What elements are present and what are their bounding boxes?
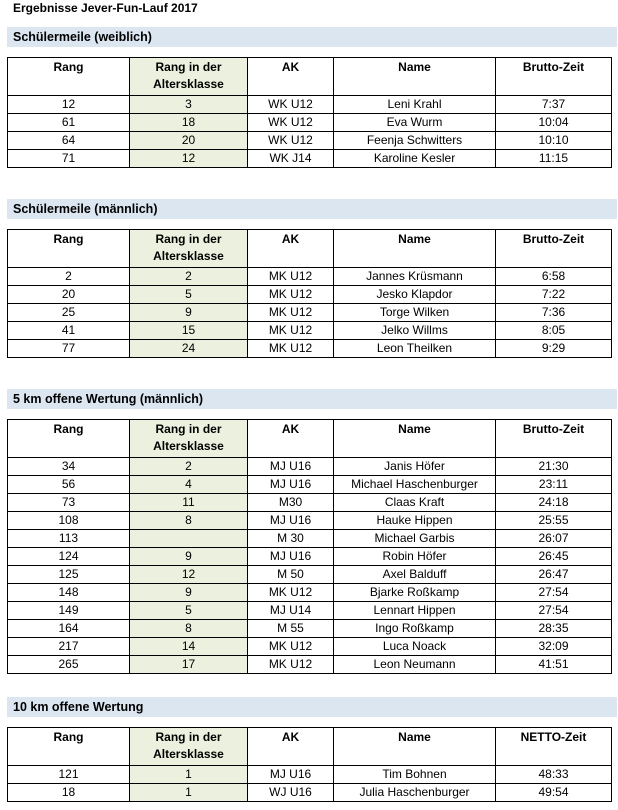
table-cell: Bjarke Roßkamp: [334, 584, 496, 602]
column-header: AK: [248, 728, 334, 766]
column-header: Name: [334, 230, 496, 268]
table-cell: 71: [8, 150, 130, 168]
table-cell: Leon Theilken: [334, 340, 496, 358]
table-cell: 113: [8, 530, 130, 548]
table-cell: 9:29: [496, 340, 612, 358]
section-title: Schülermeile (weiblich): [7, 27, 617, 47]
table-cell: Ingo Roßkamp: [334, 620, 496, 638]
column-header: Name: [334, 420, 496, 458]
table-cell: Feenja Schwitters: [334, 132, 496, 150]
table-cell: WK U12: [248, 96, 334, 114]
table-header-row: [8, 230, 612, 268]
table-row: [8, 96, 612, 114]
table-cell: M 55: [248, 620, 334, 638]
table-row: [8, 584, 612, 602]
table-cell: 64: [8, 132, 130, 150]
column-header: AK: [248, 58, 334, 96]
table-row: [8, 656, 612, 674]
table-cell: Claas Kraft: [334, 494, 496, 512]
table-cell: M 30: [248, 530, 334, 548]
table-row: [8, 150, 612, 168]
table-cell: 11:15: [496, 150, 612, 168]
table-cell: WK U12: [248, 114, 334, 132]
table-cell: MJ U16: [248, 512, 334, 530]
table-cell: 265: [8, 656, 130, 674]
table-row: [8, 340, 612, 358]
table-cell: Karoline Kesler: [334, 150, 496, 168]
table-cell: 4: [130, 476, 248, 494]
table-row: [8, 548, 612, 566]
table-row: [8, 132, 612, 150]
table-cell: 148: [8, 584, 130, 602]
table-row: [8, 458, 612, 476]
table-cell: Hauke Hippen: [334, 512, 496, 530]
table-cell: 48:33: [496, 766, 612, 784]
column-header: Rang in der Altersklasse: [130, 728, 248, 766]
column-header: Rang: [8, 58, 130, 96]
column-header: Name: [334, 728, 496, 766]
table-cell: M30: [248, 494, 334, 512]
column-header: NETTO-Zeit: [496, 728, 612, 766]
table-row: [8, 114, 612, 132]
table-cell: 18: [130, 114, 248, 132]
table-cell: MK U12: [248, 638, 334, 656]
table-cell: Torge Wilken: [334, 304, 496, 322]
column-header: Rang in der Altersklasse: [130, 230, 248, 268]
table-cell: 1: [130, 784, 248, 802]
table-cell: 7:36: [496, 304, 612, 322]
table-row: [8, 766, 612, 784]
table-row: [8, 512, 612, 530]
table-cell: MK U12: [248, 322, 334, 340]
table-cell: 41:51: [496, 656, 612, 674]
results-table: [7, 419, 612, 674]
table-cell: 12: [130, 566, 248, 584]
table-cell: M 50: [248, 566, 334, 584]
table-cell: Tim Bohnen: [334, 766, 496, 784]
table-cell: 164: [8, 620, 130, 638]
table-cell: Axel Balduff: [334, 566, 496, 584]
table-cell: Jelko Willms: [334, 322, 496, 340]
table-cell: 8:05: [496, 322, 612, 340]
table-cell: Lennart Hippen: [334, 602, 496, 620]
table-cell: 25:55: [496, 512, 612, 530]
column-header: AK: [248, 420, 334, 458]
table-cell: 1: [130, 766, 248, 784]
table-row: [8, 286, 612, 304]
table-cell: 7:37: [496, 96, 612, 114]
table-cell: 125: [8, 566, 130, 584]
table-cell: 28:35: [496, 620, 612, 638]
table-cell: Michael Haschenburger: [334, 476, 496, 494]
table-cell: 11: [130, 494, 248, 512]
table-cell: 12: [130, 150, 248, 168]
table-cell: 26:47: [496, 566, 612, 584]
table-header-row: [8, 420, 612, 458]
column-header: Brutto-Zeit: [496, 230, 612, 268]
table-cell: 56: [8, 476, 130, 494]
column-header: AK: [248, 230, 334, 268]
column-header: Rang in der Altersklasse: [130, 58, 248, 96]
table-row: [8, 638, 612, 656]
table-cell: 41: [8, 322, 130, 340]
column-header: Brutto-Zeit: [496, 420, 612, 458]
column-header: Rang in der Altersklasse: [130, 420, 248, 458]
table-cell: 5: [130, 602, 248, 620]
table-cell: 25: [8, 304, 130, 322]
table-cell: Luca Noack: [334, 638, 496, 656]
table-cell: 9: [130, 548, 248, 566]
table-row: [8, 268, 612, 286]
table-cell: 20: [8, 286, 130, 304]
table-cell: 15: [130, 322, 248, 340]
column-header: Rang: [8, 420, 130, 458]
table-cell: Jesko Klapdor: [334, 286, 496, 304]
table-cell: [130, 530, 248, 548]
table-cell: Janis Höfer: [334, 458, 496, 476]
table-cell: MK U12: [248, 304, 334, 322]
table-cell: 18: [8, 784, 130, 802]
table-cell: 8: [130, 512, 248, 530]
table-cell: MK U12: [248, 340, 334, 358]
table-cell: Robin Höfer: [334, 548, 496, 566]
table-cell: 124: [8, 548, 130, 566]
column-header: Rang: [8, 728, 130, 766]
table-cell: MJ U16: [248, 476, 334, 494]
table-cell: 2: [130, 268, 248, 286]
table-cell: 6:58: [496, 268, 612, 286]
table-cell: 21:30: [496, 458, 612, 476]
table-cell: WK U12: [248, 132, 334, 150]
table-row: [8, 322, 612, 340]
table-cell: MJ U16: [248, 548, 334, 566]
table-cell: 20: [130, 132, 248, 150]
table-cell: 9: [130, 584, 248, 602]
table-cell: 17: [130, 656, 248, 674]
table-cell: MJ U16: [248, 766, 334, 784]
table-row: [8, 784, 612, 802]
table-header-row: [8, 58, 612, 96]
section-title: Schülermeile (männlich): [7, 199, 617, 219]
table-cell: MK U12: [248, 268, 334, 286]
results-table: [7, 57, 612, 168]
table-cell: 49:54: [496, 784, 612, 802]
section-title: 5 km offene Wertung (männlich): [7, 389, 617, 409]
table-cell: 23:11: [496, 476, 612, 494]
table-cell: Jannes Krüsmann: [334, 268, 496, 286]
table-cell: 3: [130, 96, 248, 114]
table-cell: 217: [8, 638, 130, 656]
table-cell: 24:18: [496, 494, 612, 512]
table-cell: 26:07: [496, 530, 612, 548]
table-row: [8, 602, 612, 620]
table-cell: 32:09: [496, 638, 612, 656]
table-cell: 7:22: [496, 286, 612, 304]
table-row: [8, 494, 612, 512]
table-cell: 9: [130, 304, 248, 322]
column-header: Name: [334, 58, 496, 96]
table-cell: 27:54: [496, 584, 612, 602]
table-row: [8, 304, 612, 322]
table-cell: Leon Neumann: [334, 656, 496, 674]
results-table: [7, 229, 612, 358]
table-row: [8, 476, 612, 494]
table-row: [8, 530, 612, 548]
table-cell: 108: [8, 512, 130, 530]
table-cell: 8: [130, 620, 248, 638]
table-cell: 5: [130, 286, 248, 304]
table-cell: Eva Wurm: [334, 114, 496, 132]
table-cell: Julia Haschenburger: [334, 784, 496, 802]
section-title: 10 km offene Wertung: [7, 697, 617, 717]
table-row: [8, 620, 612, 638]
table-cell: 27:54: [496, 602, 612, 620]
table-cell: MJ U14: [248, 602, 334, 620]
page-title: Ergebnisse Jever-Fun-Lauf 2017: [13, 1, 198, 15]
column-header: Brutto-Zeit: [496, 58, 612, 96]
table-cell: 149: [8, 602, 130, 620]
table-cell: WJ U16: [248, 784, 334, 802]
table-cell: 77: [8, 340, 130, 358]
results-table: [7, 727, 612, 802]
table-cell: 24: [130, 340, 248, 358]
table-cell: Michael Garbis: [334, 530, 496, 548]
table-cell: 61: [8, 114, 130, 132]
table-header-row: [8, 728, 612, 766]
table-cell: 26:45: [496, 548, 612, 566]
table-cell: WK J14: [248, 150, 334, 168]
table-cell: MK U12: [248, 286, 334, 304]
table-cell: 10:10: [496, 132, 612, 150]
table-cell: 12: [8, 96, 130, 114]
table-cell: 2: [130, 458, 248, 476]
table-cell: 34: [8, 458, 130, 476]
table-row: [8, 566, 612, 584]
table-cell: 2: [8, 268, 130, 286]
table-cell: 14: [130, 638, 248, 656]
table-cell: MJ U16: [248, 458, 334, 476]
column-header: Rang: [8, 230, 130, 268]
table-cell: 10:04: [496, 114, 612, 132]
table-cell: 73: [8, 494, 130, 512]
table-cell: 121: [8, 766, 130, 784]
table-cell: MK U12: [248, 584, 334, 602]
table-cell: MK U12: [248, 656, 334, 674]
table-cell: Leni Krahl: [334, 96, 496, 114]
